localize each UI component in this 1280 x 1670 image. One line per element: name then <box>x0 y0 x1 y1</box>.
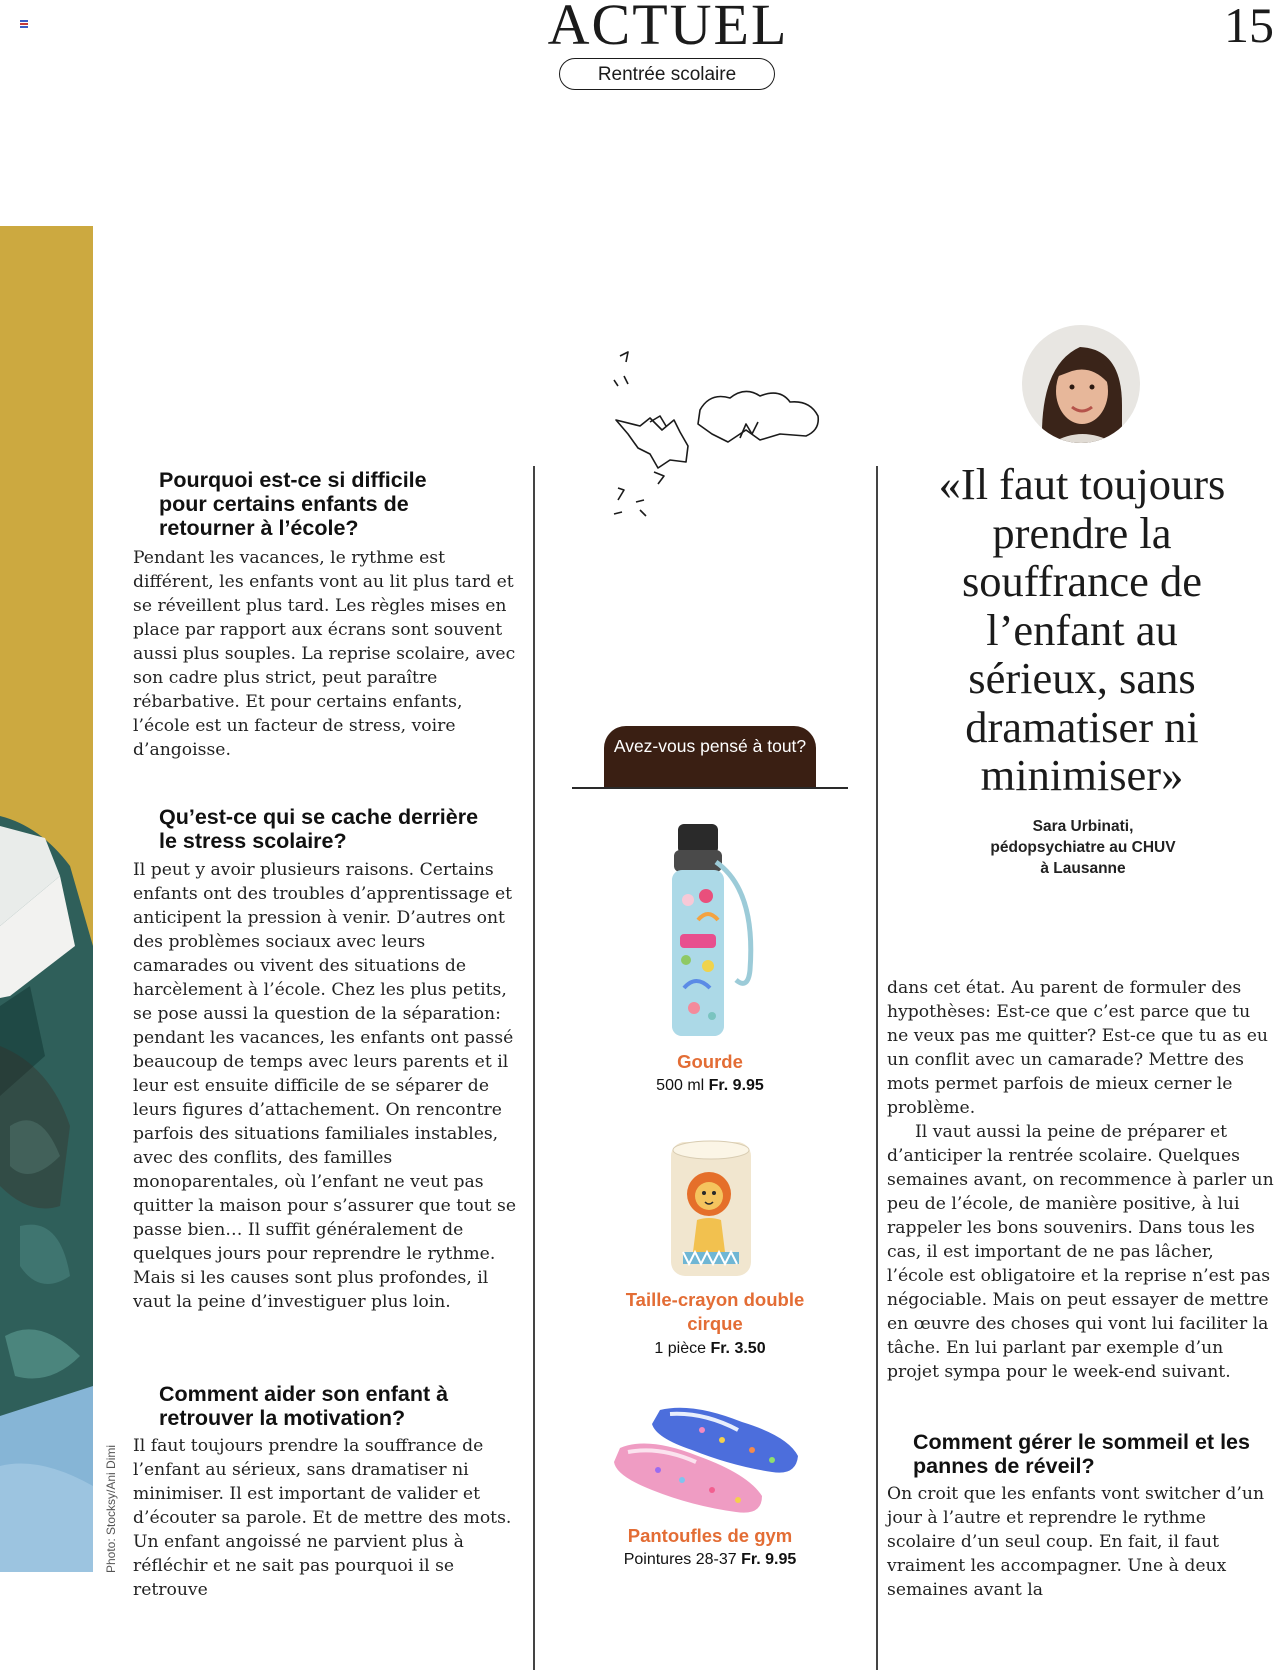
column-rule-left <box>533 466 535 1670</box>
product-price-bottle <box>580 1075 840 1097</box>
product-price-slippers <box>580 1549 840 1571</box>
products-rule <box>572 787 848 789</box>
paragraph-text: dans cet état. Au parent de formuler des hypothèses: Est-ce que c’est parce que tu ne veux pas me quitter? Est-ce que tu as eu un conflit avec un camarade? Mettre des mots permet parfois de mieux cerner le problème. <box>887 978 1268 1118</box>
question-heading-4: Comment gérer le sommeil et les pannes de réveil? <box>913 1430 1250 1478</box>
article-paragraph-1 <box>133 546 521 762</box>
section-tag: Rentrée scolaire <box>559 58 775 90</box>
author-portrait <box>1022 325 1140 443</box>
paragraph-text: Il vaut aussi la peine de préparer et d’anticiper la rentrée scolaire. Quelques semaines avant, on recommence à parler un peu de l’école, de manière positive, à lui rappeler les bons souvenirs. Dans tous les cas, il est important de ne pas lâcher, l’école est obligatoire et la reprise n’est pas négociable. Mais on peut essayer de mettre en œuvre des choses qui vont lui faciliter la tâche. En lui parlant par exemple d’un projet sympa pour le week-end suivant. <box>887 1122 1274 1382</box>
quote-author-name: Sara Urbinati, <box>1032 818 1134 835</box>
section-title: ACTUEL <box>547 0 789 57</box>
water-bottle-image <box>664 820 768 1040</box>
product-name-sharpener: Taille-crayon double cirque <box>625 1289 805 1334</box>
paragraph-text: Il peut y avoir plusieurs raisons. Certains enfants ont des troubles d’apprentissage et anticipent la pression à venir. D’autres ont des problèmes sociaux avec leurs camarades ou vivent des situations de harcèlement à l’école. Chez les plus petits, se pose aussi la question de la séparation: pendant les vacances, les enfants ont passé beaucoup de temps avec leurs parents et il leur est ensuite difficile de se séparer de leurs figures d’attachement. On rencontre parfois des situations familiales instables, avec des conflits, des familles monoparentales, où l’enfant ne veut pas quitter la maison pour s’assurer que tout se passe bien… Il suffit généralement de quelques jours pour reprendre le rythme. Mais si les causes sont plus profondes, il vaut la peine d’investiguer plus loin. <box>133 860 516 1312</box>
pencil-sharpener-image <box>667 1136 755 1280</box>
question-heading-1: Pourquoi est-ce si difficile pour certains enfants de retourner à l’école? <box>159 468 427 540</box>
product-price-sharpener <box>580 1338 840 1360</box>
product-name-bottle: Gourde <box>677 1051 743 1072</box>
products-heading-tab: Avez-vous pensé à tout? <box>604 726 816 788</box>
product-price: Fr. 9.95 <box>741 1551 797 1568</box>
product-size: Pointures 28-37 <box>623 1551 737 1568</box>
article-paragraph-2 <box>133 858 521 1314</box>
gym-slippers-image <box>612 1400 804 1518</box>
product-size: 1 pièce <box>654 1340 706 1357</box>
question-heading-2: Qu’est-ce qui se cache derrière le stress scolaire? <box>159 805 479 853</box>
paragraph-text: On croit que les enfants vont switcher d’un jour à l’autre et reprendre le rythme scolaire d’un seul coup. En fait, il faut vraiment les accompagner. Une à deux semaines avant la <box>887 1484 1265 1600</box>
child-photo <box>0 226 93 1572</box>
article-paragraph-3 <box>133 1434 521 1602</box>
crumpled-paper-illustration <box>610 350 830 540</box>
article-paragraph-4 <box>887 1482 1275 1602</box>
quote-author <box>930 816 1236 879</box>
quote-author-place: à Lausanne <box>1040 860 1126 877</box>
product-size: 500 ml <box>656 1077 705 1094</box>
question-heading-3: Comment aider son enfant à retrouver la motivation? <box>159 1382 449 1430</box>
product-name-slippers: Pantoufles de gym <box>627 1525 793 1546</box>
paragraph-text: Pendant les vacances, le rythme est différent, les enfants vont au lit plus tard et se réveillent plus tard. Les règles mises en place par rapport aux écrans sont souvent aussi plus souples. La reprise scolaire, avec son cadre plus strict, peut paraître rébarbative. Et pour certains enfants, l’école est un facteur de stress, voire d’angoisse. <box>133 548 516 760</box>
article-continuation <box>887 976 1275 1384</box>
product-price: Fr. 9.95 <box>708 1077 764 1094</box>
product-price: Fr. 3.50 <box>710 1340 766 1357</box>
page-number: 15 <box>1224 0 1274 53</box>
quote-author-role: pédopsychiatre au CHUV <box>990 839 1176 856</box>
pull-quote: «Il faut toujours prendre la souffrance de l’enfant au sérieux, sans dramatiser ni minimiser» <box>938 459 1226 800</box>
paragraph-text: Il faut toujours prendre la souffrance de l’enfant au sérieux, sans dramatiser ni minimiser. Il est important de valider et d’écouter sa parole. Et de mettre des mots. Un enfant angoissé ne parvient plus à réfléchir et ne sait pas pourquoi il se retrouve <box>133 1436 512 1600</box>
photo-credit: Photo: Stocksy/Ani Dimi <box>104 1444 118 1573</box>
column-rule-right <box>876 466 878 1670</box>
